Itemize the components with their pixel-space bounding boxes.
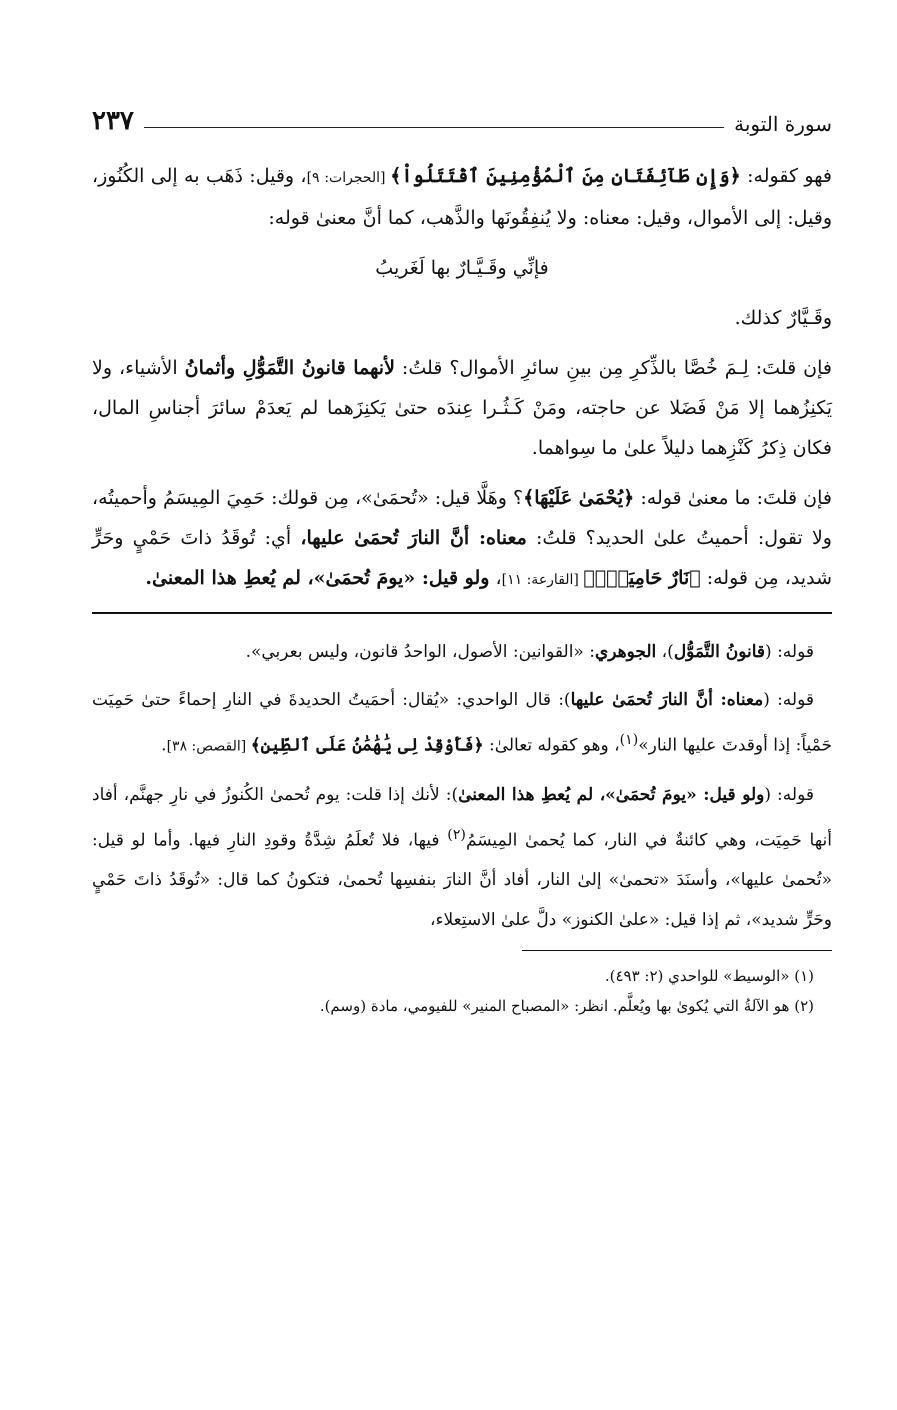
poetry-verse: فإنِّي وقَـيَّـارٌ بها لَغَريبُ: [375, 257, 549, 279]
main-paragraph-4: فإن قلتَ: ما معنىٰ قوله: ﴿يُحْمَىٰ عَلَيْهَا﴾؟ وهَلَّا قيل: «تُحمَىٰ»، مِن قولك: حَمِيَ المِيسَمُ وأحميتُه، ولا تقول: أحميتُ علىٰ الحديد؟ قلتُ: معناه: أنَّ النارَ تُحمَىٰ عليها، أي: تُوقَدُ ذاتَ حَمْيٍ وحَرٍّ شديد، مِن قوله: ﴿نَارٌ حَامِيَةٌۢ﴾ [القارعة: ١١]، ولو قيل: «يومَ تُحمَىٰ»، لم يُعطِ هذا المعنىٰ.: [92, 487, 832, 589]
footnote-marker[interactable]: (١): [619, 732, 639, 748]
footnote-divider: [522, 950, 832, 951]
header-rule: [144, 127, 724, 128]
section-divider: [92, 612, 832, 614]
footnote-marker[interactable]: (٢): [447, 826, 466, 843]
commentary-paragraph-2: قوله: (معناه: أنَّ النارَ تُحمَىٰ عليها): قال الواحدي: «يُقال: أحمَيتُ الحديدةَ في النارِ إحماءً حتىٰ حَمِيَت حَمْياً: إذا أوقدتَ عليها النار»$^{(١)}$، وهو كقوله تعالىٰ: ﴿فَأَوْقِدْ لِى يَٰهَٰمَٰنُ عَلَى ٱلطِّينِ﴾ [القصص: ٣٨].: [92, 690, 832, 756]
footnote-2: (٢) هو الآلةُ التي يُكوىٰ بها ويُعلَّم. انظر: «المصباح المنير» للفيومي، مادة (وسم).: [319, 997, 814, 1016]
page: [92, 96, 832, 1021]
commentary: [92, 632, 832, 940]
main-paragraph-3: فإن قلتَ: لِـمَ خُصَّا بالذِّكرِ مِن بينِ سائرِ الأموال؟ قلتُ: لأنهما قانونُ التَّمَوُّلِ وأثمانُ الأشياء، ولا يَكنِزُهما إلا مَنْ فَضَلا عن حاجته، ومَنْ كَـثُـرا عِندَه حتىٰ يَكنِزَهما لم يَعدَمْ سائرَ أجناسِ المال، فكان ذِكرُ كَنْزِهما دليلاً علىٰ ما سِواهما.: [92, 357, 832, 459]
commentary-paragraph-3: قوله: (ولو قيل: «يومَ تُحمَىٰ»، لم يُعطِ هذا المعنىٰ): لأنك إذا قلت: يوم تُحمىٰ الكُنوزُ في نارِ جهنَّم، أفاد أنها حَمِيَت، وهي كائنةٌ في النار، كما يُحمىٰ المِيسَمُ$^{(٢)}$ فيها، فلا تُعلَمُ شِدَّةُ وقودِ النارِ فيها. وأما لو قيل: «تُحمىٰ عليها»، وأسنَدَ «تحمىٰ» إلىٰ النار، أفاد أنَّ النارَ بنفسِها تُحمىٰ، فتكونُ كما قال: «تُوقَدُ ذاتَ حَمْيٍ وحَرٍّ شديد»، ثم إذا قيل: «علىٰ الكنوز» دلَّ علىٰ الاستِعلاء،: [92, 784, 832, 931]
main-text: [92, 156, 832, 600]
main-paragraph-2: وقَـيَّارٌ كذلك.: [734, 307, 832, 329]
quran-reference: [الحجرات: ٩]: [306, 170, 391, 186]
main-paragraph-1: فهو كقوله: ﴿وَإِن طَآئِفَتَانِ مِنَ ٱلْمُؤْمِنِينَ ٱقْتَتَلُواْ﴾ [الحجرات: ٩]، وقيل: ذَهَب به إلى الكُنُوز، وقيل: إلى الأموال، وقيل: معناه: ولا يُنفِقُونَها والذَّهب، كما أنَّ معنىٰ قوله:: [92, 165, 833, 229]
quran-reference: [القصص: ٣٨]: [166, 738, 251, 755]
page-number: ٢٣٧: [92, 106, 134, 136]
surah-title: سورة التوبة: [734, 112, 832, 136]
footnotes: [92, 961, 832, 1021]
quran-quote: ﴿فَأَوْقِدْ لِى يَٰهَٰمَٰنُ عَلَى ٱلطِّينِ﴾: [250, 735, 484, 756]
quran-quote: ﴿وَإِن طَآئِفَتَانِ مِنَ ٱلْمُؤْمِنِينَ ٱقْتَتَلُواْ﴾: [390, 165, 741, 187]
commentary-paragraph-1: قوله: (قانونُ التَّمَوُّل)، الجوهري: «القوانين: الأصول، الواحدُ قانون، وليس بعربي».: [245, 642, 814, 662]
quran-reference: [القارعة: ١١]: [501, 572, 584, 588]
footnote-1: (١) «الوسيط» للواحدي (٢: ٤٩٣).: [604, 967, 814, 986]
quran-quote: ﴿يُحْمَىٰ عَلَيْهَا﴾: [523, 487, 635, 509]
quran-quote: ﴿نَارٌ حَامِيَةٌۢ﴾: [583, 567, 701, 589]
running-head: [92, 96, 832, 136]
